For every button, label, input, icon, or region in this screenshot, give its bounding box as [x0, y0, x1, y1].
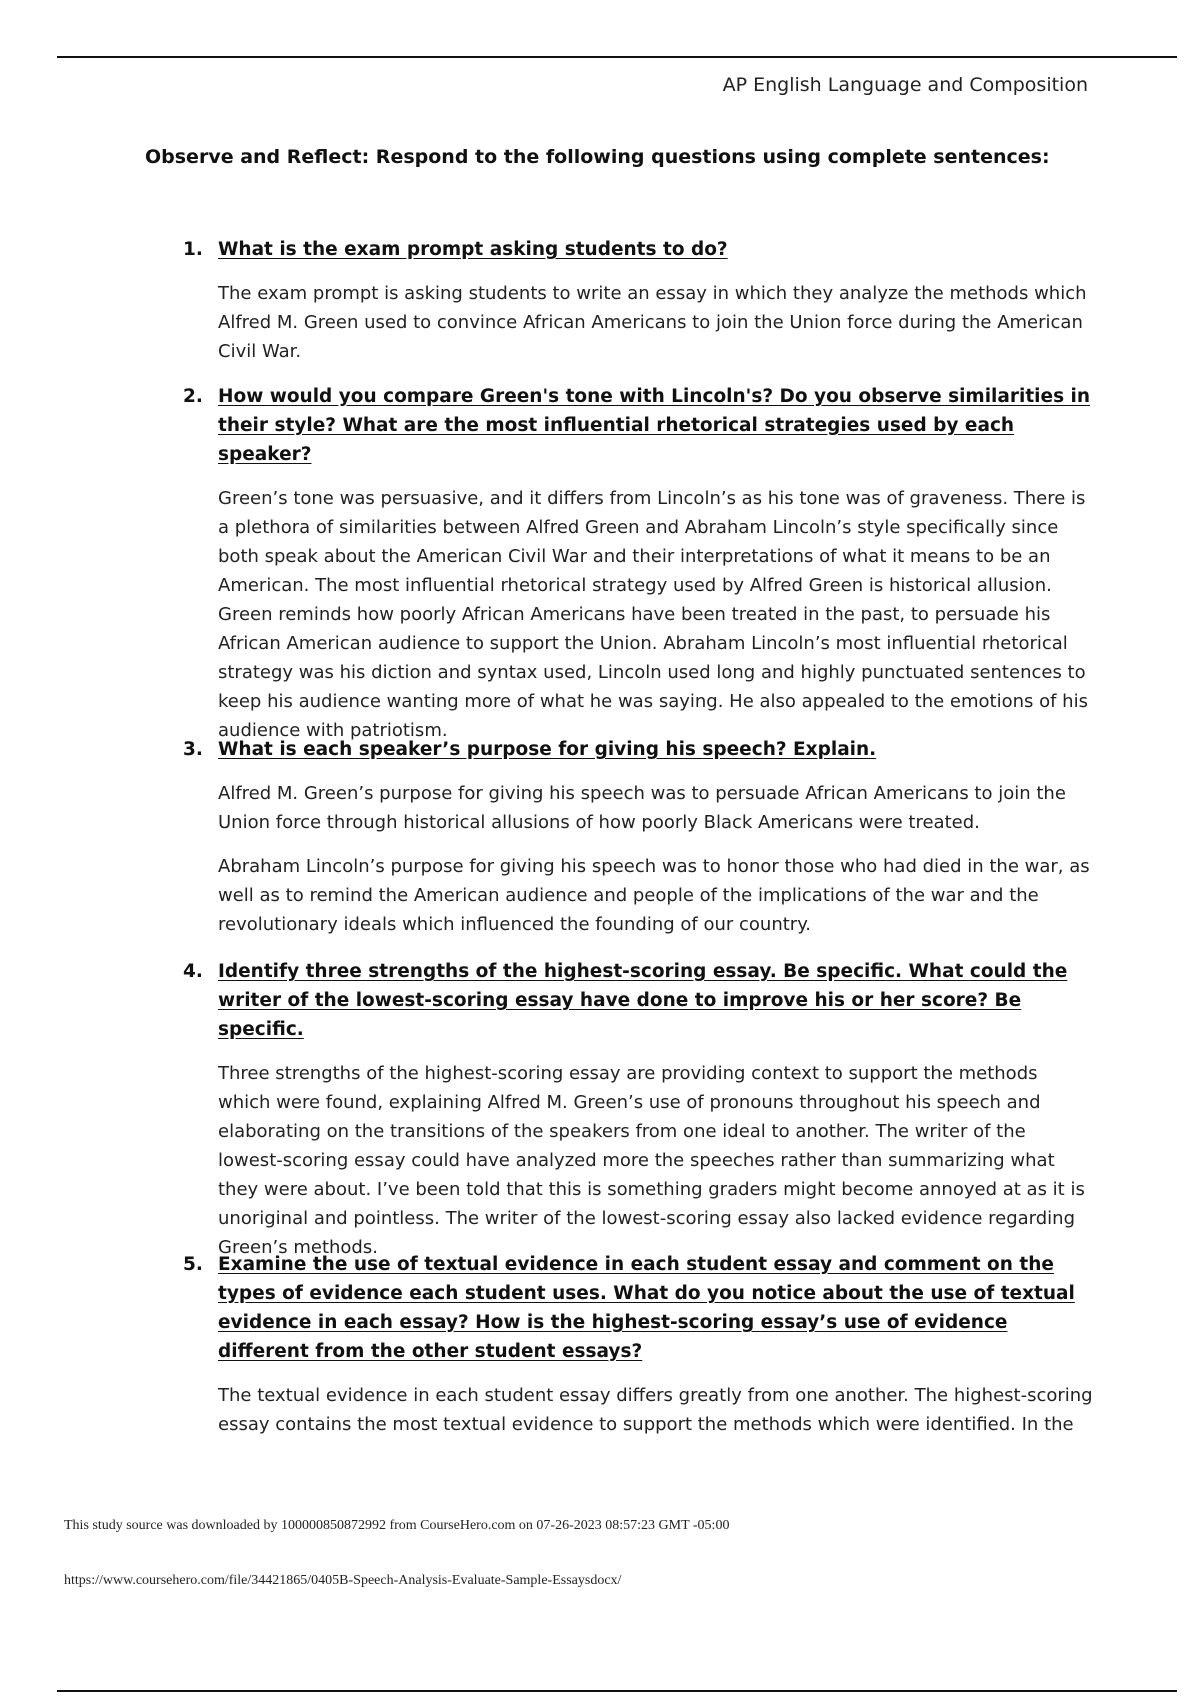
question-block-1: [183, 235, 1093, 366]
answer-paragraph: Abraham Lincoln’s purpose for giving his speech was to honor those who had died in the war, as well as to remind the American audience and people of the implications of the war and the revolutionary ideals which influenced the founding of our country.: [218, 856, 1090, 935]
top-rule: [57, 56, 1177, 58]
question-text: What is each speaker’s purpose for giving his speech? Explain.: [218, 739, 877, 760]
question-2: [183, 382, 1093, 469]
source-url[interactable]: https://www.coursehero.com/file/34421865/0405B-Speech-Analysis-Evaluate-Sample-Essaysdocx/: [64, 1573, 622, 1588]
question-1: [183, 235, 1093, 264]
answer-2: [218, 484, 1093, 745]
question-block-3: [183, 735, 1093, 939]
answer-5: [218, 1381, 1093, 1439]
answer-paragraph: Green’s tone was persuasive, and it differs from Lincoln’s as his tone was of graveness. There is a plethora of similarities between Alfred Green and Abraham Lincoln’s style specifically since both speak about the American Civil War and their interpretations of what it means to be an American. The most influential rhetorical strategy used by Alfred Green is historical allusion. Green reminds how poorly African Americans have been treated in the past, to persuade his African American audience to support the Union. Abraham Lincoln’s most influential rhetorical strategy was his diction and syntax used, Lincoln used long and highly punctuated sentences to keep his audience wanting more of what he was saying. He also appealed to the emotions of his audience with patriotism.: [218, 488, 1088, 741]
bottom-rule: [57, 1690, 1177, 1692]
answer-paragraph: Three strengths of the highest-scoring essay are providing context to support the methods which were found, explaining Alfred M. Green’s use of pronouns throughout his speech and elaborating on the transitions of the speakers from one ideal to another. The writer of the lowest-scoring essay could have analyzed more the speeches rather than summarizing what they were about. I’ve been told that this is something graders might become annoyed at as it is unoriginal and pointless. The writer of the lowest-scoring essay also lacked evidence regarding Green’s methods.: [218, 1063, 1085, 1258]
question-text: What is the exam prompt asking students to do?: [218, 239, 728, 260]
question-block-5: [183, 1250, 1093, 1439]
question-number: 4.: [183, 961, 203, 982]
question-text: Identify three strengths of the highest-scoring essay. Be specific. What could the writer of the lowest-scoring essay have done to improve his or her score? Be specific.: [218, 961, 1068, 1040]
question-4: [183, 957, 1093, 1044]
question-3: [183, 735, 1093, 764]
answer-3: [218, 779, 1093, 939]
question-number: 2.: [183, 386, 203, 407]
answer-4: [218, 1059, 1093, 1262]
answer-1: [218, 279, 1093, 366]
answer-paragraph: The textual evidence in each student essay differs greatly from one another. The highest-scoring essay contains the most textual evidence to support the methods which were identified. In the: [218, 1385, 1093, 1435]
course-header: AP English Language and Composition: [722, 74, 1088, 96]
question-number: 3.: [183, 739, 203, 760]
question-5: [183, 1250, 1093, 1366]
answer-paragraph: The exam prompt is asking students to write an essay in which they analyze the methods which Alfred M. Green used to convince African Americans to join the Union force during the American Civil War.: [218, 283, 1087, 362]
question-block-4: [183, 957, 1093, 1262]
question-text: How would you compare Green's tone with Lincoln's? Do you observe similarities in their style? What are the most influential rhetorical strategies used by each speaker?: [218, 386, 1091, 465]
question-block-2: [183, 382, 1093, 745]
answer-paragraph: Alfred M. Green’s purpose for giving his speech was to persuade African Americans to join the Union force through historical allusions of how poorly Black Americans were treated.: [218, 783, 1066, 833]
question-number: 5.: [183, 1254, 203, 1275]
instructions-heading: Observe and Reflect: Respond to the following questions using complete sentences:: [145, 146, 1050, 168]
question-text: Examine the use of textual evidence in each student essay and comment on the types of evidence each student uses. What do you notice about the use of textual evidence in each essay? How is the highest-scoring essay’s use of evidence different from the other student essays?: [218, 1254, 1075, 1362]
question-number: 1.: [183, 239, 203, 260]
download-notice: This study source was downloaded by 100000850872992 from CourseHero.com on 07-26-2023 08:57:23 GMT -05:00: [64, 1518, 730, 1533]
